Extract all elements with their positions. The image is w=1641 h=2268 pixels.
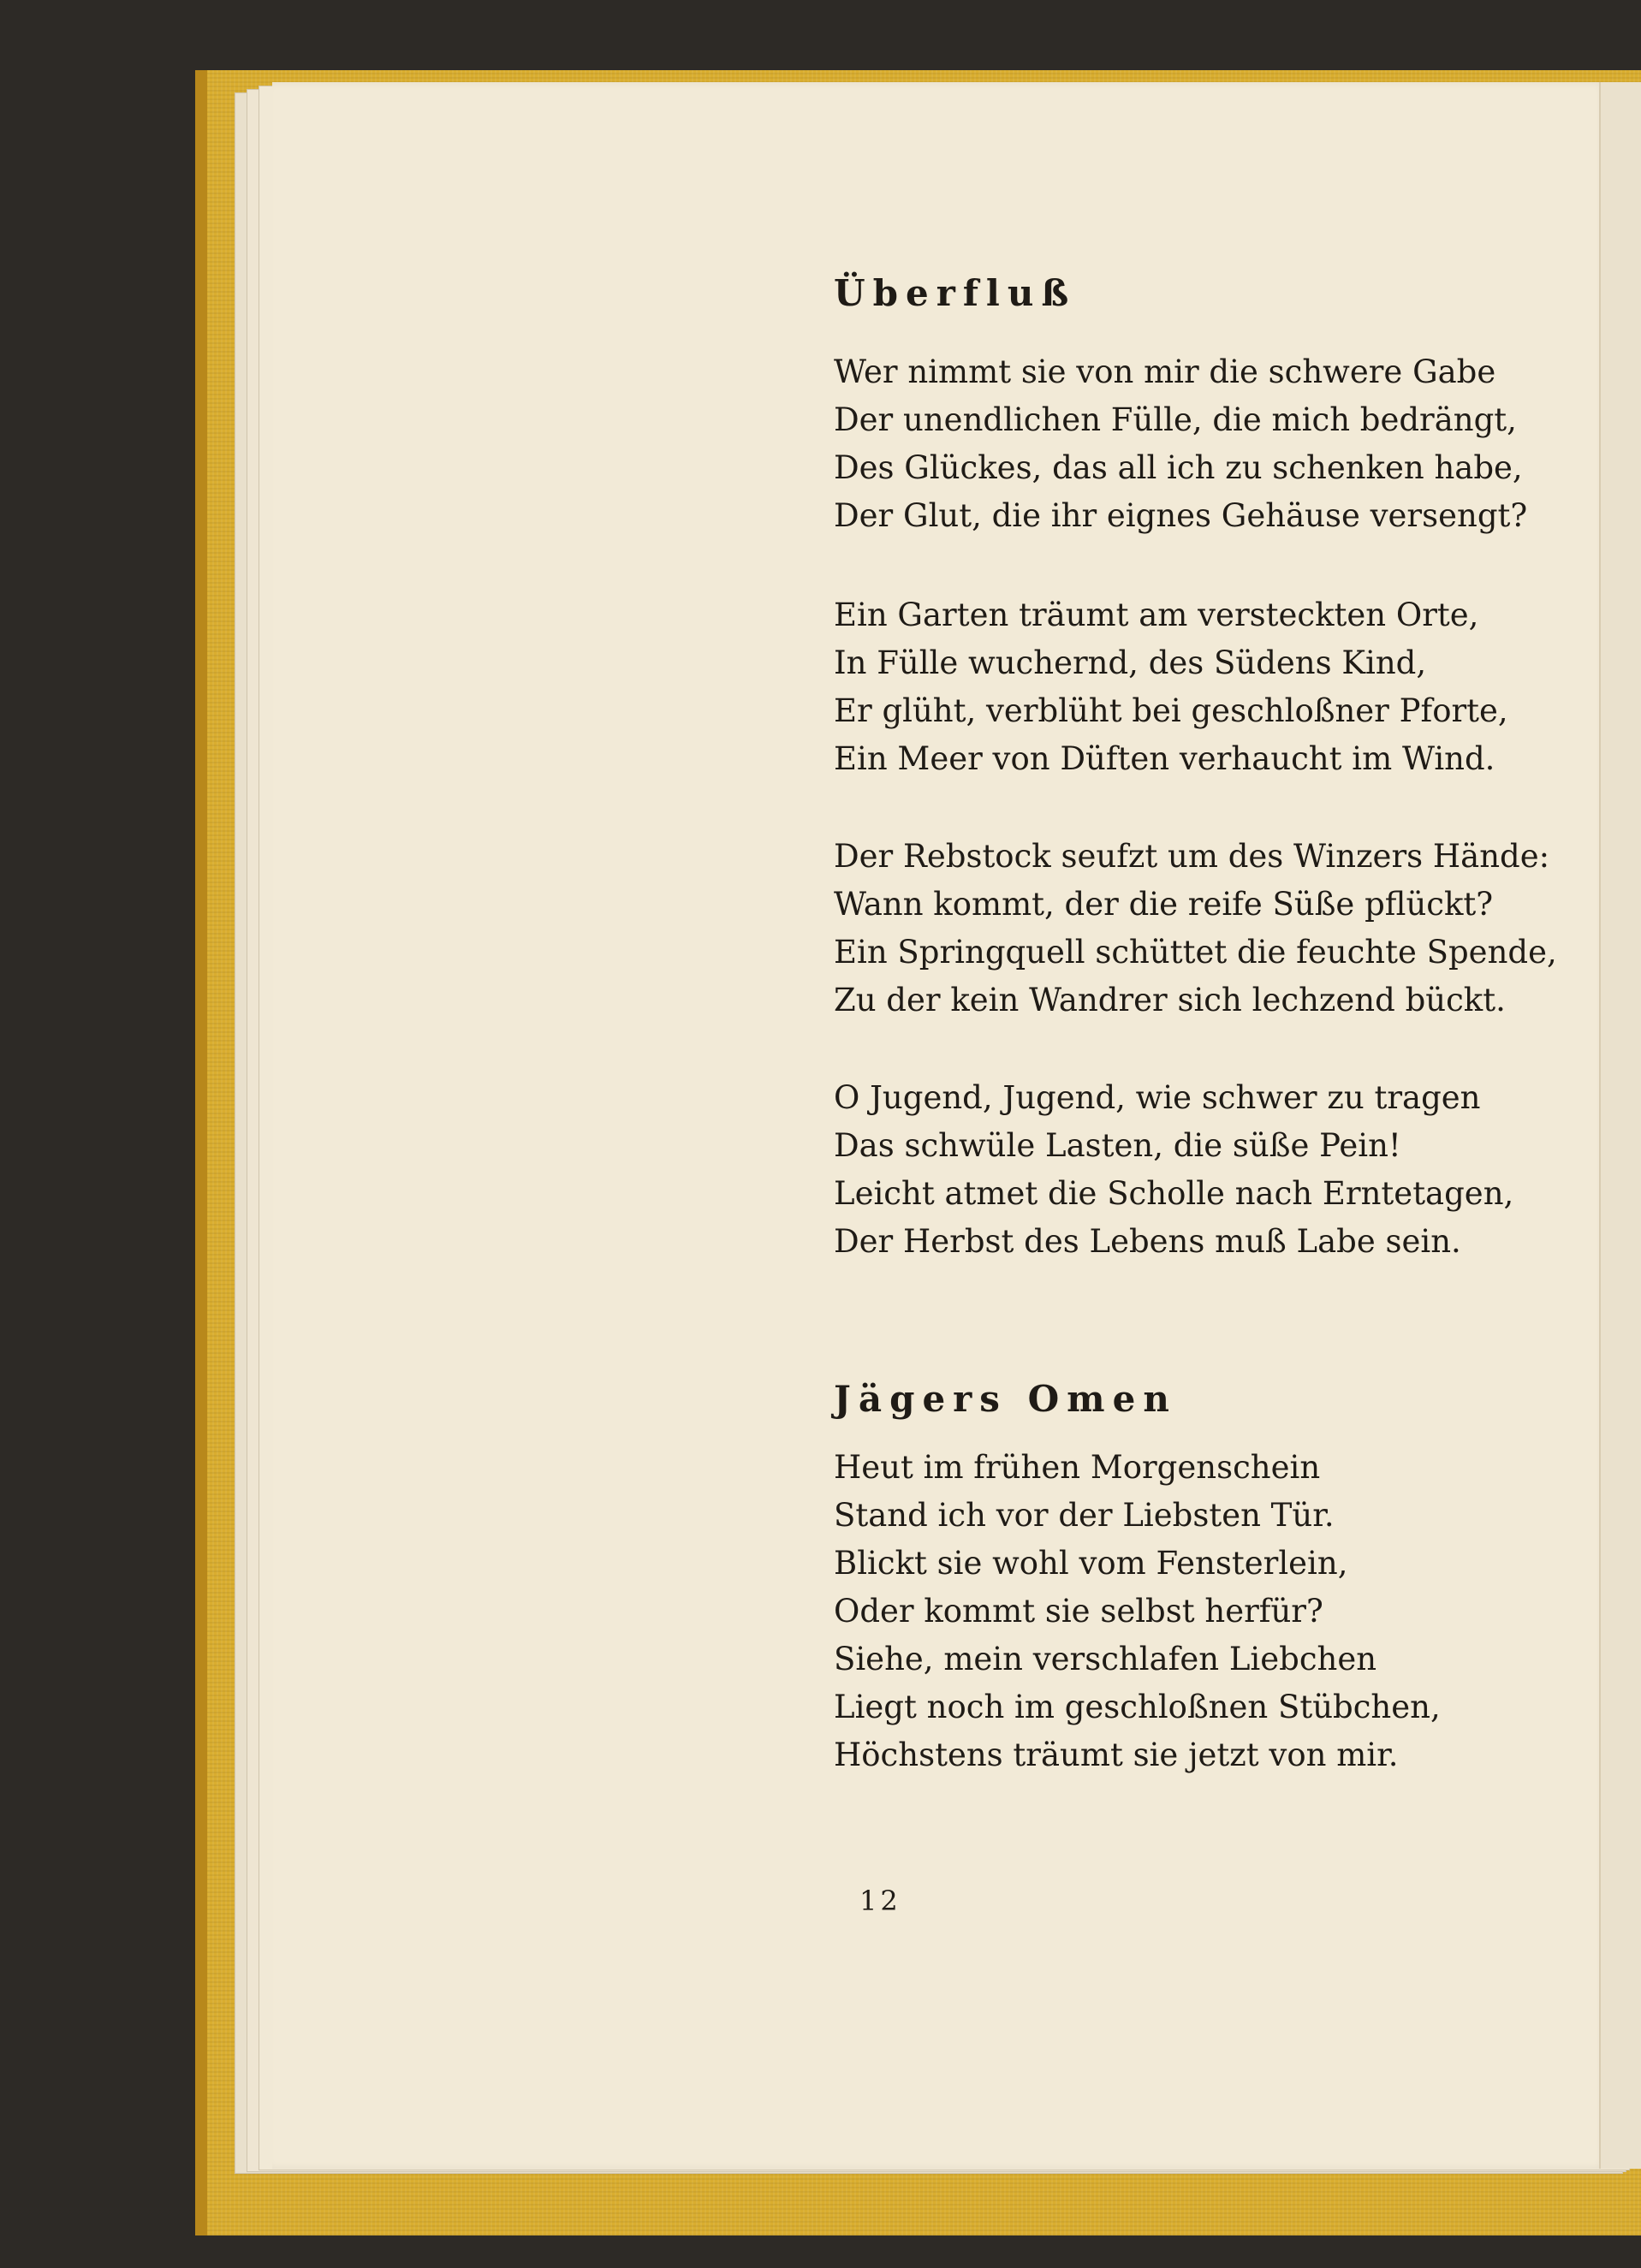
poem-line: Zu der kein Wandrer sich lechzend bückt. — [834, 982, 1506, 1018]
poem-line: Der Herbst des Lebens muß Labe sein. — [834, 1223, 1461, 1260]
poem-line: Stand ich vor der Liebsten Tür. — [834, 1497, 1335, 1534]
poem-line: Siehe, mein verschlafen Liebchen — [834, 1641, 1377, 1677]
poem-line: Der unendlichen Fülle, die mich bedrängt, — [834, 401, 1517, 438]
page-number: 12 — [859, 1885, 901, 1917]
poem-line: Wer nimmt sie von mir die schwere Gabe — [834, 353, 1496, 390]
poem-line: Liegt noch im geschloßnen Stübchen, — [834, 1689, 1441, 1725]
poem-line: O Jugend, Jugend, wie schwer zu tragen — [834, 1079, 1481, 1116]
poem-line: Heut im frühen Morgenschein — [834, 1449, 1321, 1486]
poem-line: Des Glückes, das all ich zu schenken habe, — [834, 449, 1523, 486]
poem-line: Der Rebstock seufzt um des Winzers Hände: — [834, 838, 1550, 875]
poem-line: In Fülle wuchernd, des Südens Kind, — [834, 644, 1427, 681]
poem-line: Leicht atmet die Scholle nach Erntetagen, — [834, 1175, 1514, 1212]
cover-edge — [195, 70, 207, 2235]
poem-line: Ein Meer von Düften verhaucht im Wind. — [834, 740, 1495, 777]
book-page — [272, 82, 1608, 2169]
poem-line: Oder kommt sie selbst herfür? — [834, 1593, 1323, 1630]
poem-line: Blickt sie wohl vom Fensterlein, — [834, 1545, 1348, 1582]
poem-line: Der Glut, die ihr eignes Gehäuse versengt? — [834, 497, 1528, 534]
poem-line: Ein Springquell schüttet die feuchte Spende, — [834, 934, 1557, 971]
poem-line: Das schwüle Lasten, die süße Pein! — [834, 1127, 1401, 1164]
poem-line: Er glüht, verblüht bei geschloßner Pforte, — [834, 692, 1508, 729]
poem-line: Wann kommt, der die reife Süße pflückt? — [834, 886, 1494, 923]
next-page-edge — [1599, 82, 1641, 2169]
poem-title-ueberfluss: Überfluß — [834, 272, 1077, 314]
poem-line: Ein Garten träumt am versteckten Orte, — [834, 597, 1479, 633]
poem-line: Höchstens träumt sie jetzt von mir. — [834, 1737, 1399, 1773]
poem-title-jaegers-omen: Jägers Omen — [834, 1378, 1177, 1420]
